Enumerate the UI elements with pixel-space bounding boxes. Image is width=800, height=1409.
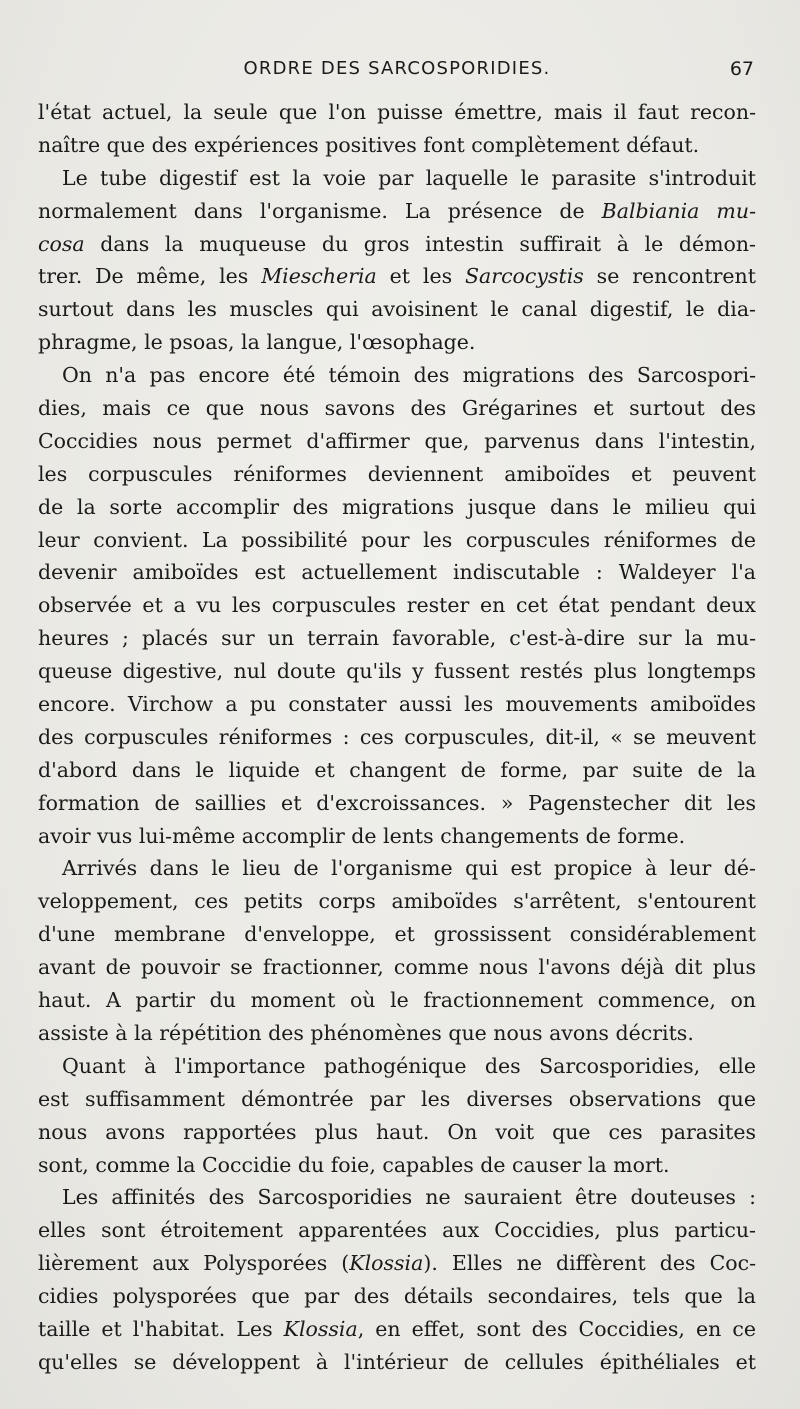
text-line: sont, comme la Coccidie du foie, capables de causer la mort.: [38, 1152, 670, 1177]
text-line: [38, 195, 756, 228]
text-line: Coccidies nous permet d'affirmer que, parvenus dans l'intestin,: [38, 428, 756, 453]
text-line: assiste à la répétition des phénomènes que nous avons décrits.: [38, 1020, 694, 1045]
text-line: qu'elles se développent à l'intérieur de cellules épithéliales et: [38, 1349, 756, 1374]
text-line: heures ; placés sur un terrain favorable, c'est-à-dire sur la mu-: [38, 626, 756, 651]
italic-term: Klossia: [283, 1316, 358, 1341]
text-line: Le tube digestif est la voie par laquelle le parasite s'introduit: [62, 165, 756, 190]
italic-term: Balbiania mu-: [601, 198, 757, 223]
italic-term: Miescheria: [261, 264, 377, 289]
text-line: [38, 1247, 756, 1280]
page-number: 67: [729, 58, 754, 80]
italic-term: Klossia: [349, 1251, 424, 1276]
text-segment: , en effet, sont des Coccidies, en ce: [357, 1316, 756, 1341]
text-line: naître que des expériences positives font complètement défaut.: [38, 132, 700, 157]
text-segment: taille et l'habitat. Les: [38, 1316, 284, 1341]
text-line: des corpuscules réniformes : ces corpuscules, dit-il, « se meuvent: [38, 724, 756, 749]
text-segment: normalement dans l'organisme. La présence de: [38, 198, 602, 223]
text-line: veloppement, ces petits corps amiboïdes s'arrêtent, s'entourent: [38, 889, 756, 914]
text-line: [38, 260, 756, 293]
text-line: nous avons rapportées plus haut. On voit que ces parasites: [38, 1119, 756, 1144]
text-line: avoir vus lui-même accomplir de lents changements de forme.: [38, 823, 686, 848]
running-head: ORDRE DES SARCOSPORIDIES.: [243, 58, 551, 79]
text-line: cidies polysporées que par des détails secondaires, tels que la: [38, 1284, 756, 1309]
text-line: est suffisamment démontrée par les diverses observations que: [38, 1086, 756, 1111]
text-line: l'état actuel, la seule que l'on puisse émettre, mais il faut recon-: [38, 100, 756, 124]
text-segment: et les: [376, 264, 465, 289]
text-line: dies, mais ce que nous savons des Grégarines et surtout des: [38, 396, 756, 421]
text-segment: lièrement aux Polysporées (: [38, 1251, 350, 1276]
text-line: phragme, le psoas, la langue, l'œsophage.: [38, 330, 476, 355]
text-line: [38, 1313, 756, 1346]
text-segment: trer. De même, les: [38, 264, 262, 289]
italic-term: cosa: [38, 231, 85, 256]
text-line: avant de pouvoir se fractionner, comme nous l'avons déjà dit plus: [38, 955, 756, 980]
body-text: [38, 96, 756, 1379]
text-segment: ). Elles ne diffèrent des Coc-: [423, 1251, 757, 1276]
text-line: surtout dans les muscles qui avoisinent le canal digestif, le dia-: [38, 297, 756, 322]
text-line: d'une membrane d'enveloppe, et grossissent considérablement: [38, 922, 756, 947]
text-line: les corpuscules réniformes deviennent amiboïdes et peuvent: [38, 461, 756, 486]
text-line: Arrivés dans le lieu de l'organisme qui est propice à leur dé-: [62, 856, 756, 881]
text-line: Quant à l'importance pathogénique des Sarcosporidies, elle: [62, 1053, 756, 1078]
text-line: de la sorte accomplir des migrations jusque dans le milieu qui: [38, 494, 756, 519]
page-header: [38, 58, 756, 86]
text-line: [38, 228, 756, 261]
text-line: Les affinités des Sarcosporidies ne sauraient être douteuses :: [62, 1185, 756, 1210]
text-segment: dans la muqueuse du gros intestin suffirait à le démon-: [84, 231, 756, 256]
text-line: elles sont étroitement apparentées aux Coccidies, plus particu-: [38, 1218, 756, 1243]
text-line: queuse digestive, nul doute qu'ils y fussent restés plus longtemps: [38, 659, 756, 684]
text-line: formation de saillies et d'excroissances. » Pagenstecher dit les: [38, 790, 756, 815]
text-line: haut. A partir du moment où le fractionnement commence, on: [38, 988, 756, 1013]
text-line: d'abord dans le liquide et changent de forme, par suite de la: [38, 757, 756, 782]
text-line: leur convient. La possibilité pour les corpuscules réniformes de: [38, 527, 756, 552]
text-line: observée et a vu les corpuscules rester en cet état pendant deux: [38, 593, 756, 618]
text-line: On n'a pas encore été témoin des migrations des Sarcospori-: [62, 363, 756, 388]
text-line: devenir amiboïdes est actuellement indiscutable : Waldeyer l'a: [38, 560, 756, 585]
text-segment: se rencontrent: [583, 264, 756, 289]
text-line: encore. Virchow a pu constater aussi les mouvements amiboïdes: [38, 692, 756, 717]
italic-term: Sarcocystis: [465, 264, 584, 289]
